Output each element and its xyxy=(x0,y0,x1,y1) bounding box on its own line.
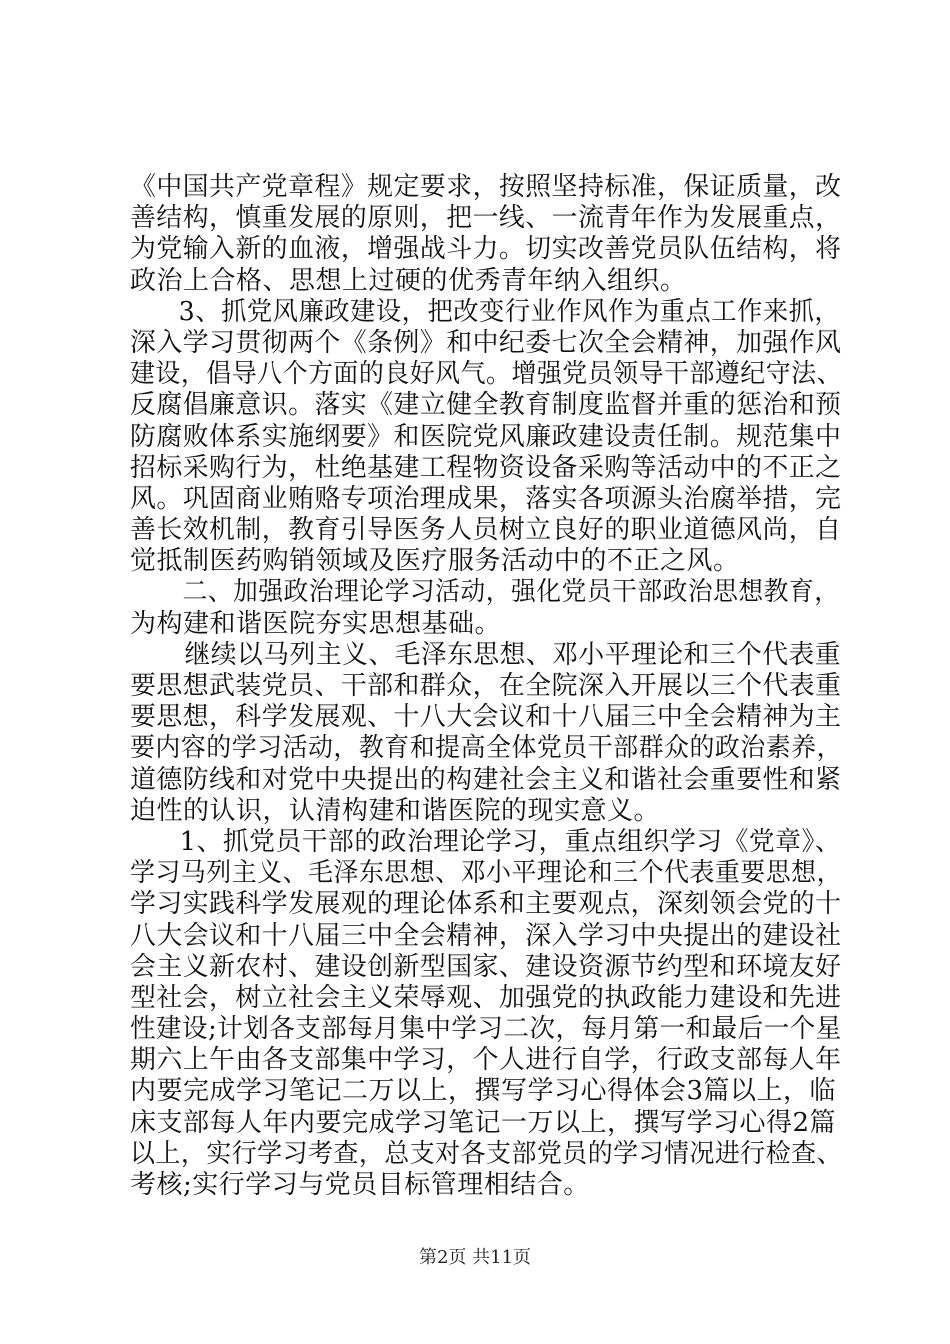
text-line: 期六上午由各支部集中学习，个人进行自学，行政支部每人年 xyxy=(130,1045,842,1076)
text-line: 建设，倡导八个方面的良好风气。增强党员领导干部遵纪守法、 xyxy=(130,359,843,390)
text-line: 道德防线和对党中央提出的构建社会主义和谐社会重要性和紧 xyxy=(130,764,842,795)
text-line: 要思想武装党员、干部和群众，在全院深入开展以三个代表重 xyxy=(130,671,842,701)
text-line: 要内容的学习活动，教育和提高全体党员干部群众的政治素养， xyxy=(130,733,843,764)
page-footer: 第2页 共11页 xyxy=(418,1247,532,1268)
text-line: 招标采购行为，杜绝基建工程物资设备采购等活动中的不正之 xyxy=(130,452,842,483)
text-line: 深入学习贯彻两个《条例》和中纪委七次全会精神，加强作风 xyxy=(130,327,842,358)
text-line: 觉抵制医药购销领域及医疗服务活动中的不正之风。 xyxy=(130,546,740,577)
text-line: 风。巩固商业贿赂专项治理成果，落实各项源头治腐举措，完 xyxy=(130,483,842,514)
text-line: 床支部每人年内要完成学习笔记一万以上，撰写学习心得2篇 xyxy=(130,1107,837,1138)
text-line: 善结构，慎重发展的原则，把一线、一流青年作为发展重点， xyxy=(130,203,842,234)
text-line: 3、抓党风廉政建设，把改变行业作风作为重点工作来抓， xyxy=(178,296,841,327)
text-line: 考核;实行学习与党员目标管理相结合。 xyxy=(130,1170,590,1200)
text-line: 性建设;计划各支部每月集中学习二次，每月第一和最后一个星 xyxy=(130,1014,842,1045)
text-line: 以上，实行学习考查，总支对各支部党员的学习情况进行检查、 xyxy=(130,1138,843,1169)
text-line: 要思想，科学发展观、十八大会议和十八届三中全会精神为主 xyxy=(130,702,842,733)
text-line: 会主义新农村、建设创新型国家、建设资源节约型和环境友好 xyxy=(130,951,842,982)
text-line: 反腐倡廉意识。落实《建立健全教育制度监督并重的惩治和预 xyxy=(130,390,842,421)
text-line: 内要完成学习笔记二万以上，撰写学习心得体会3篇以上，临 xyxy=(130,1076,837,1107)
text-line: 为构建和谐医院夯实思想基础。 xyxy=(130,608,502,639)
text-line: 迫性的认识，认清构建和谐医院的现实意义。 xyxy=(130,795,661,826)
text-line: 学习马列主义、毛泽东思想、邓小平理论和三个代表重要思想， xyxy=(130,858,843,889)
text-line: 学习实践科学发展观的理论体系和主要观点，深刻领会党的十 xyxy=(130,889,842,920)
text-line: 二、加强政治理论学习活动，强化党员干部政治思想教育， xyxy=(182,577,840,608)
text-line: 八大会议和十八届三中全会精神，深入学习中央提出的建设社 xyxy=(130,920,842,951)
text-line: 继续以马列主义、毛泽东思想、邓小平理论和三个代表重 xyxy=(184,639,842,670)
document-body xyxy=(130,172,842,1201)
text-line: 型社会，树立社会主义荣辱观、加强党的执政能力建设和先进 xyxy=(130,982,842,1013)
text-line: 《中国共产党章程》规定要求，按照坚持标准，保证质量，改 xyxy=(130,172,842,202)
text-line: 政治上合格、思想上过硬的优秀青年纳入组织。 xyxy=(130,265,687,296)
text-line: 善长效机制，教育引导医务人员树立良好的职业道德风尚，自 xyxy=(130,515,842,546)
text-line: 防腐败体系实施纲要》和医院党风廉政建设责任制。规范集中 xyxy=(130,421,842,452)
text-line: 1、抓党员干部的政治理论学习，重点组织学习《党章》、 xyxy=(179,826,842,857)
text-line: 为党输入新的血液，增强战斗力。切实改善党员队伍结构，将 xyxy=(130,234,842,265)
